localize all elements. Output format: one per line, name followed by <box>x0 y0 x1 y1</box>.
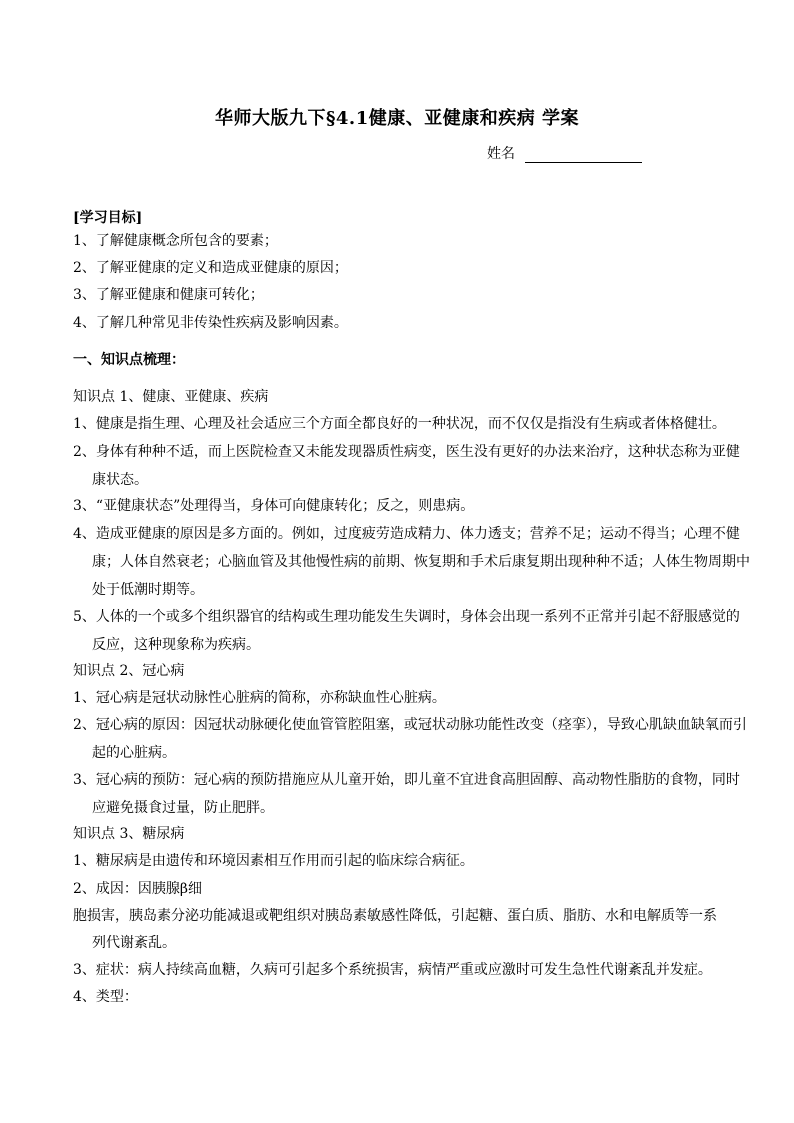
kp3-item-2-continued-2: 列代谢紊乱。 <box>92 935 176 951</box>
objective-4: 4、了解几种常见非传染性疾病及影响因素。 <box>73 315 348 331</box>
objective-3: 3、了解亚健康和健康可转化； <box>73 287 264 303</box>
section1-heading: 一、知识点梳理： <box>73 352 185 368</box>
kp2-heading: 知识点 2、冠心病 <box>73 663 185 679</box>
kp1-item-1: 1、健康是指生理、心理及社会适应三个方面全都良好的一种状况，而不仅仅是指没有生病或者体格健壮。 <box>73 416 726 432</box>
kp3-item-4: 4、类型： <box>73 989 138 1005</box>
name-label: 姓名 <box>487 146 515 162</box>
kp3-heading: 知识点 3、糖尿病 <box>73 826 185 842</box>
objective-1: 1、了解健康概念所包含的要素； <box>73 233 278 249</box>
name-field <box>487 143 642 163</box>
kp1-item-4: 4、造成亚健康的原因是多方面的。例如，过度疲劳造成精力、体力透支；营养不足；运动不得当；心理不健康；人体自然衰老；心脑血管及其他慢性病的前期、恢复期和手术后康复期出现种种不适；人体生物周期中处于低潮时期等。 <box>73 526 750 598</box>
page-title: 华师大版九下§4.1健康、亚健康和疾病 学案 <box>215 108 579 129</box>
objective-2: 2、了解亚健康的定义和造成亚健康的原因； <box>73 260 348 276</box>
kp2-item-3: 3、冠心病的预防：冠心病的预防措施应从儿童开始，即儿童不宜进食高胆固醇、高动物性脂肪的食物，同时应避免摄食过量，防止肥胖。 <box>73 772 740 816</box>
kp3-item-2-continued: 胞损害，胰岛素分泌功能减退或靶组织对胰岛素敏感性降低，引起糖、蛋白质、脂肪、水和电解质等一系 <box>73 908 717 924</box>
kp1-item-5: 5、人体的一个或多个组织器官的结构或生理功能发生失调时，身体会出现一系列不正常并引起不舒服感觉的反应，这种现象称为疾病。 <box>73 609 740 653</box>
kp3-item-3: 3、症状：病人持续高血糖，久病可引起多个系统损害，病情严重或应激时可发生急性代谢紊乱并发症。 <box>73 962 712 978</box>
kp1-heading: 知识点 1、健康、亚健康、疾病 <box>73 389 269 405</box>
kp1-item-2: 2、身体有种种不适，而上医院检查又未能发现器质性病变，医生没有更好的办法来治疗，这种状态称为亚健康状态。 <box>73 444 740 488</box>
kp2-item-1: 1、冠心病是冠状动脉性心脏病的简称，亦称缺血性心脏病。 <box>73 690 446 706</box>
name-blank-line[interactable] <box>525 148 642 163</box>
kp3-item-1: 1、糖尿病是由遗传和环境因素相互作用而引起的临床综合病征。 <box>73 853 474 869</box>
kp2-item-2: 2、冠心病的原因：因冠状动脉硬化使血管管腔阻塞，或冠状动脉功能性改变（痉挛），导致心肌缺血缺氧而引起的心脏病。 <box>73 717 747 761</box>
objectives-heading: [学习目标] <box>73 210 143 226</box>
kp1-item-3: 3、“亚健康状态”处理得当，身体可向健康转化；反之，则患病。 <box>73 498 475 514</box>
kp3-item-2: 2、成因：因胰腺β细 <box>73 881 203 897</box>
